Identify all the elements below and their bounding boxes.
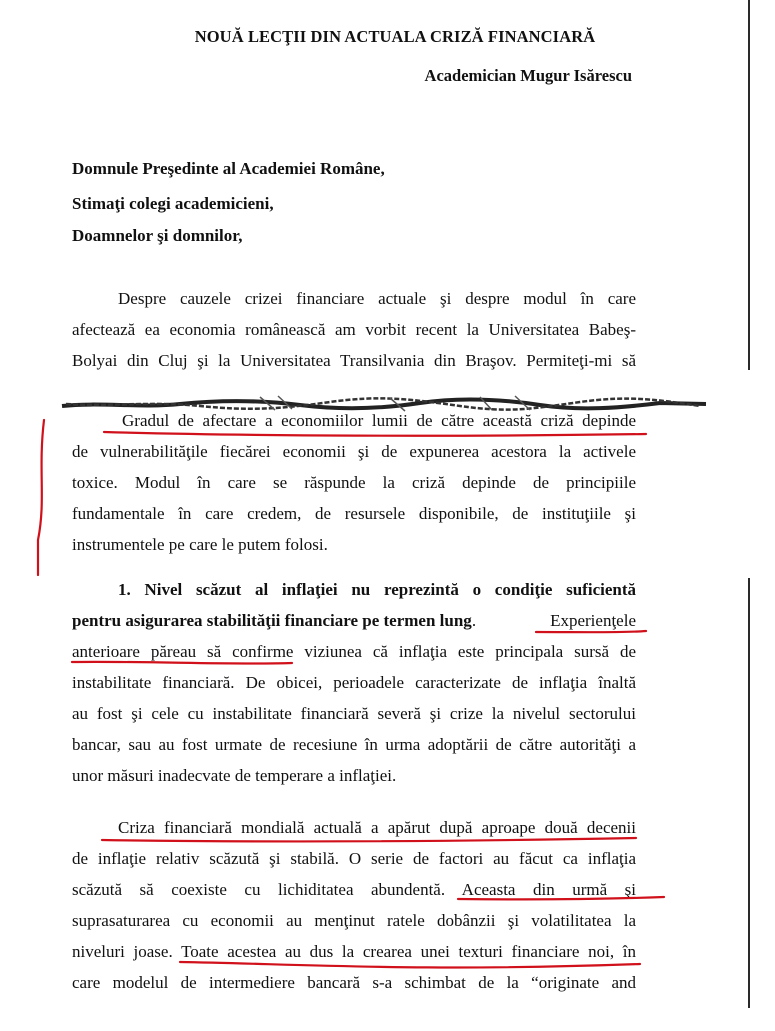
section-1-line: unor măsuri inadecvate de temperare a inflaţiei. <box>72 766 397 785</box>
salutation-president: Domnule Preşedinte al Academiei Române, <box>72 159 385 178</box>
excerpt-line: fundamentale în care credem, de resursele disponibile, de instituţiile şi <box>72 504 636 523</box>
red-margin-bracket <box>38 420 44 575</box>
paragraph-2-line: care modelul de intermediere bancară s-a schimbat de la “originate and <box>72 973 636 992</box>
intro-line: Bolyai din Cluj şi la Universitatea Transilvania din Braşov. Permiteţi-mi să <box>72 351 636 370</box>
intro-line: Despre cauzele crizei financiare actuale şi despre modul în care <box>118 289 636 308</box>
red-underline-experiente <box>536 631 646 632</box>
paragraph-2-line: Criza financiară mondială actuală a apărut după aproape două decenii <box>118 818 636 837</box>
excerpt-line: toxice. Modul în care se răspunde la criză depinde de principiile <box>72 473 636 492</box>
section-1-line-tail: Experienţele <box>550 611 636 630</box>
paragraph-2-line: niveluri joase. Toate acestea au dus la crearea unei texturi financiare noi, în <box>72 942 636 961</box>
section-1-heading-line: 1. Nivel scăzut al inflaţiei nu reprezintă o condiţie suficientă <box>118 580 636 599</box>
salutation-colleagues: Stimaţi colegi academicieni, <box>72 194 274 213</box>
excerpt-line: instrumentele pe care le putem folosi. <box>72 535 328 554</box>
section-1-line: anterioare păreau să confirme viziunea că inflaţia este principala sursă de <box>72 642 636 661</box>
salutation-audience: Doamnelor şi domnilor, <box>72 226 243 245</box>
red-underline-criza <box>102 838 636 841</box>
red-underline-aceasta <box>458 897 664 899</box>
section-1-heading-line: pentru asigurarea stabilităţii financiare pe termen lung <box>72 611 472 630</box>
red-underline-excerpt-first <box>104 432 646 436</box>
section-1-heading-period: . <box>471 611 477 630</box>
section-1-line: bancar, sau au fost urmate de recesiune în urma adoptării de către autorităţi a <box>72 735 636 754</box>
red-underline-anterioare <box>72 662 292 664</box>
section-1-line: instabilitate financiară. De obicei, perioadele caracterizate de inflaţia înaltă <box>72 673 636 692</box>
section-1-line: au fost şi cele cu instabilitate financiară severă şi crize la nivelul sectorului <box>72 704 636 723</box>
paragraph-2-line: de inflaţie relativ scăzută şi stabilă. O serie de factori au făcut ca inflaţia <box>72 849 636 868</box>
author-name: Academician Mugur Isărescu <box>424 66 632 85</box>
excerpt-line: Gradul de afectare a economiilor lumii de către această criză depinde <box>122 411 636 430</box>
paragraph-2-line: suprasaturarea cu economii au menţinut ratele dobânzii şi volatilitatea la <box>72 911 636 930</box>
intro-line: afectează ea economia românească am vorbit recent la Universitatea Babeş- <box>72 320 636 339</box>
paragraph-2-line: scăzută să coexiste cu lichiditatea abundentă. Aceasta din urmă şi <box>72 880 636 899</box>
excerpt-line: de vulnerabilităţile fiecărei economii şi de expunerea acestora la activele <box>72 442 636 461</box>
red-underline-toate <box>180 962 640 967</box>
document-title: NOUĂ LECŢII DIN ACTUALA CRIZĂ FINANCIARĂ <box>194 27 596 46</box>
